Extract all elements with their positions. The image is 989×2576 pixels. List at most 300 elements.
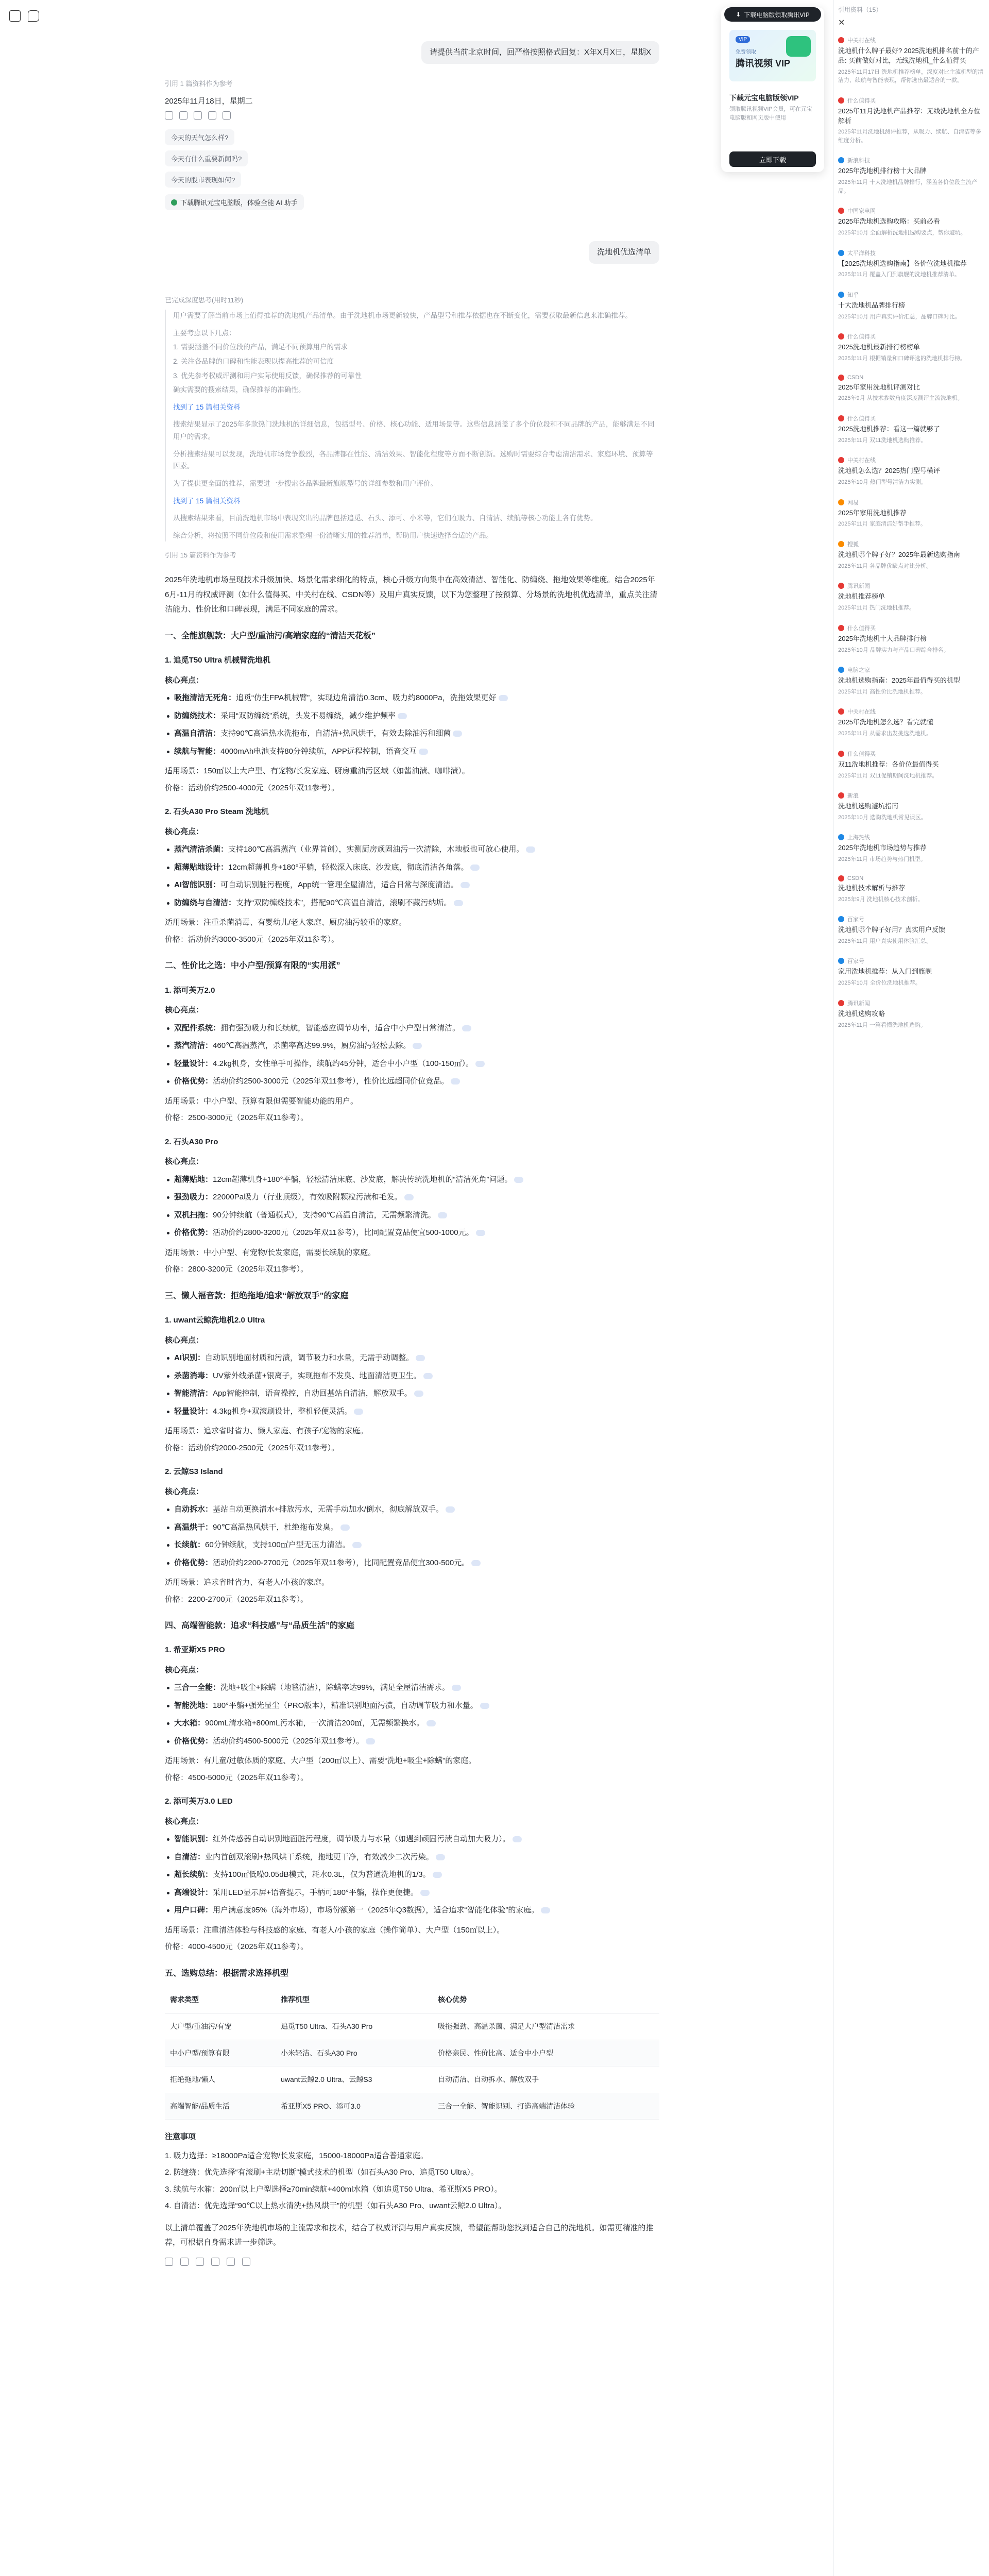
highlight-text: 活动价约4500-5000元（2025年双11参考）。 (213, 1736, 364, 1745)
fit-scenario: 适用场景：追求省时省力、懒人家庭、有孩子/宠物的家庭。 (165, 1427, 368, 1436)
core-highlights-label: 核心亮点： (165, 1006, 204, 1015)
reference-title[interactable]: 【2025洗地机选购指南】各价位洗地机推荐 (838, 259, 967, 267)
citation-marker[interactable] (419, 749, 428, 755)
reference-snippet: 2025年11月 用户真实使用体验汇总。 (838, 938, 932, 944)
answer-sections (165, 629, 659, 1955)
reference-title[interactable]: 2025年洗地机排行榜十大品牌 (838, 167, 927, 175)
source-name: 太平洋科技 (847, 250, 876, 257)
thinking-sources-link[interactable]: 找到了 15 篇相关资料 (173, 497, 241, 505)
reference-item[interactable] (838, 666, 985, 696)
highlight-title: 智能清洁： (174, 1389, 213, 1398)
reference-item[interactable] (838, 875, 985, 904)
price-line: 价格：4500-5000元（2025年双11参考）。 (165, 1773, 309, 1782)
table-cell: 拒绝拖地/懒人 (165, 2066, 276, 2093)
citation-marker[interactable] (354, 1409, 363, 1415)
source-logo-icon (838, 541, 844, 547)
reference-source (838, 375, 985, 381)
source-logo-icon (838, 37, 844, 43)
citation-marker[interactable] (451, 1078, 460, 1084)
citation-marker[interactable] (427, 1720, 436, 1726)
fit-scenario: 适用场景：追求省时省力、有老人/小孩的家庭。 (165, 1578, 330, 1587)
thinking-paragraph: 综合分析，将按照不同价位段和使用需求整理一份清晰实用的推荐清单，帮助用户快速选择合适的产品。 (173, 531, 493, 539)
table-header: 核心优势 (433, 1987, 659, 2013)
highlight-item (165, 1868, 659, 1883)
citation-marker[interactable] (446, 1506, 455, 1513)
citation-marker[interactable] (366, 1738, 375, 1744)
citation-marker[interactable] (462, 1025, 471, 1031)
reference-item[interactable] (838, 750, 985, 780)
download-promo-label: 下载腾讯元宝电脑版，体验全能 AI 助手 (180, 199, 298, 207)
highlight-text: 活动价约2200-2700元（2025年双11参考），比同配置竞品便宜300-500元。 (213, 1558, 470, 1567)
citation-marker[interactable] (423, 1373, 433, 1379)
highlight-title: 蒸汽清洁： (174, 1041, 213, 1050)
reference-title[interactable]: 洗地机什么牌子最好? 2025洗地机排名前十的产品: 买前做好对比，无线洗地机_什么值得买 (838, 47, 979, 64)
reference-item[interactable] (838, 36, 985, 85)
reference-item[interactable] (838, 999, 985, 1029)
thinking-paragraph: 分析搜索结果可以发现，洗地机市场竞争激烈，各品牌都在性能、清洁效果、智能化程度等方面不断创新。选购时需要综合考虑清洁需求、家庭环境、预算等因素。 (173, 450, 653, 470)
reference-item[interactable] (838, 540, 985, 570)
reference-item[interactable] (838, 582, 985, 612)
citation-marker[interactable] (404, 1194, 414, 1200)
core-highlights-label: 核心亮点： (165, 1487, 204, 1496)
highlight-title: 价格优势： (174, 1077, 213, 1086)
highlight-item (165, 896, 659, 911)
source-name: 中关村在线 (847, 38, 876, 44)
copy-icon[interactable] (165, 111, 173, 120)
highlight-text: 红外传感器自动识别地面脏污程度，调节吸力与水量（如遇到顽固污渍自动加大吸力）。 (213, 1835, 510, 1844)
highlight-text: 洗地+吸尘+除螨（地毯清洁），除螨率达99%，满足全屋清洁需求。 (220, 1683, 450, 1692)
thinking-paragraph: 3. 优先参考权威评测和用户实际使用反馈，确保推荐的可靠性 (173, 371, 362, 380)
reference-item[interactable] (838, 291, 985, 321)
citation-marker[interactable] (416, 1355, 425, 1361)
reference-title[interactable]: 2025洗地机推荐：看这一篇就够了 (838, 425, 940, 433)
citation-marker[interactable] (452, 1685, 461, 1691)
suggestions (165, 127, 659, 210)
highlight-list (165, 1351, 659, 1419)
product-name: 1. 追觅T50 Ultra 机械臂洗地机 (165, 656, 271, 665)
reference-title[interactable]: 洗地机技术解析与推荐 (838, 884, 906, 892)
highlight-title: 续航与智能： (174, 747, 221, 756)
user-message-1: 请提供当前北京时间，回严格按照格式回复：X年X月X日，星期X (421, 41, 659, 64)
refresh-icon[interactable] (180, 2258, 189, 2266)
highlight-text: 支持180℃高温蒸汽（业界首创），实测厨房顽固油污一次清除，木地板也可放心使用。 (228, 845, 524, 854)
reference-title[interactable]: 2025年洗地机十大品牌排行榜 (838, 634, 927, 642)
reference-item[interactable] (838, 96, 985, 145)
price-line: 价格：2500-3000元（2025年双11参考）。 (165, 1113, 309, 1123)
note-item: 4. 自清洁：优先选择“90℃以上热水清洗+热风烘干”的机型（如石头A30 Pro、uwant云鲸2.0 Ultra）。 (165, 2201, 506, 2211)
thinking-paragraph: 2. 关注各品牌的口碑和性能表现以提高推荐的可信度 (173, 357, 334, 365)
citation-marker[interactable] (526, 846, 535, 853)
reference-title[interactable]: 洗地机怎么选？2025热门型号横评 (838, 467, 940, 475)
thinking-paragraph: 从搜索结果来看，目前洗地机市场中表现突出的品牌包括追觅、石头、添可、小米等，它们在吸力、自清洁、续航等核心功能上各有优势。 (173, 514, 598, 522)
highlight-item (165, 1850, 659, 1865)
reference-item[interactable] (838, 207, 985, 237)
download-vip-button[interactable] (724, 7, 821, 22)
note-item: 3. 续航与水箱：200㎡以上户型选择≥70min续航+400ml水箱（如追觅T50 Ultra、希亚斯X5 PRO）。 (165, 2184, 502, 2194)
highlight-title: 防缠绕技术： (174, 711, 221, 720)
table-row (165, 2066, 659, 2093)
popup-title: 下载元宝电脑版领VIP (729, 94, 799, 102)
reference-title[interactable]: 洗地机选购指南：2025年最值得买的机型 (838, 676, 960, 684)
highlight-title: 超薄贴地设计： (174, 862, 229, 872)
reference-title[interactable]: 十大洗地机品牌排行榜 (838, 301, 906, 309)
citation-marker[interactable] (438, 1212, 447, 1218)
highlight-title: 自动拆水： (174, 1505, 213, 1514)
citation-marker[interactable] (471, 1560, 481, 1566)
highlight-item (165, 1190, 659, 1205)
source-name: 什么值得买 (847, 97, 876, 104)
suggestion-chip[interactable]: 今天有什么重要新闻吗? (165, 150, 248, 166)
reference-snippet: 2025年10月 全面解析洗地机选购要点，帮你避坑。 (838, 230, 966, 236)
highlight-item (165, 1903, 659, 1918)
highlight-text: 90分钟续航（普通模式），支持90℃高温自清洁，无需频繁清洗。 (213, 1210, 436, 1219)
references-panel (833, 0, 989, 2576)
thinking-steps (173, 327, 659, 382)
notes-heading: 注意事项 (165, 2132, 196, 2142)
highlight-item (165, 1734, 659, 1749)
highlight-text: 支持90℃高温热水洗拖布，自清洁+热风烘干，有效去除油污和细菌 (220, 729, 451, 738)
source-logo-icon (838, 708, 844, 715)
dislike-icon[interactable] (211, 2258, 219, 2266)
source-name: 什么值得买 (847, 415, 876, 422)
highlight-text: 460℃高温蒸汽，杀菌率高达99.9%，厨房油污轻松去除。 (213, 1041, 411, 1050)
source-logo-icon (838, 208, 844, 214)
reference-snippet: 2025年11月 从需求出发挑选洗地机。 (838, 731, 932, 737)
reference-title[interactable]: 2025年洗地机怎么选？看完就懂 (838, 718, 933, 726)
source-logo-icon (838, 751, 844, 757)
highlight-list (165, 1173, 659, 1241)
thinking-toggle[interactable]: 已完成深度思考(用时11秒) (165, 296, 244, 304)
highlight-item (165, 1208, 659, 1223)
highlight-text: 采用LED显示屏+语音提示，手柄可180°平躺，操作更便捷。 (213, 1888, 418, 1897)
citation-marker[interactable] (420, 1890, 430, 1896)
highlight-item (165, 1057, 659, 1072)
suggestion-chip[interactable]: 今天的天气怎么样? (165, 129, 234, 145)
summary-table (165, 1987, 659, 2120)
reference-source (838, 999, 985, 1007)
share-icon[interactable] (223, 111, 231, 120)
highlight-text: 12cm超薄机身+180°平躺，轻松深入床底、沙发底，彻底清洁各角落。 (228, 862, 469, 872)
reference-item[interactable] (838, 456, 985, 486)
highlight-title: 强劲吸力： (174, 1193, 213, 1202)
source-name: 什么值得买 (847, 625, 876, 632)
note-item: 2. 防缠绕：优先选择“有滚刷+主动切断”模式技术的机型（如石头A30 Pro、追觅T50 Ultra）。 (165, 2168, 479, 2177)
reference-title[interactable]: 2025年11月洗地机产品推荐：无线洗地机全方位解析 (838, 107, 981, 125)
table-cell: 大户型/重油污/有宠 (165, 2013, 276, 2040)
reference-item[interactable] (838, 375, 985, 403)
highlight-text: 4.3kg机身+双滚刷设计，整机轻便灵活。 (213, 1406, 352, 1416)
highlight-text: 可自动识别脏污程度，App统一管理全屋清洁，适合日常与深度清洁。 (220, 880, 458, 890)
reference-title[interactable]: 洗地机哪个牌子好？2025年最新选购指南 (838, 550, 960, 558)
reference-snippet: 2025年10月 热门型号清洁力实测。 (838, 479, 927, 486)
highlight-title: 用户口碑： (174, 1906, 213, 1915)
reference-snippet: 2025年11月 十大洗地机品牌排行，涵盖各价位段主流产品。 (838, 179, 977, 194)
table-cell: 自动清洁、自动拆水、解放双手 (433, 2066, 659, 2093)
table-header: 推荐机型 (276, 1987, 433, 2013)
reference-source (838, 707, 985, 716)
highlight-title: 自清洁： (174, 1852, 206, 1861)
close-icon[interactable]: ✕ (838, 19, 845, 27)
download-icon: ⬇ (736, 11, 741, 18)
highlight-title: 蒸汽清洁杀菌： (174, 845, 229, 854)
reference-title[interactable]: 2025年家用洗地机推荐 (838, 509, 907, 517)
reference-snippet: 2025年11月 根据销量和口碑评选的洗地机排行榜。 (838, 355, 966, 362)
reference-snippet: 2025年9月 洗地机核心技术剖析。 (838, 896, 924, 903)
note-item: 1. 吸力选择：≥18000Pa适合宠物/长发家庭，15000-18000Pa适合普通家庭。 (165, 2151, 428, 2160)
highlight-text: 采用“双防缠绕”系统，头发不易缠绕，减少维护频率 (220, 711, 396, 720)
reference-source (838, 498, 985, 506)
source-logo-icon (838, 667, 844, 673)
thinking-sources-link[interactable]: 找到了 15 篇相关资料 (173, 403, 241, 411)
reference-count-2[interactable]: 引用 15 篇资料作为参考 (165, 551, 236, 560)
citation-marker[interactable] (398, 713, 407, 719)
citation-marker[interactable] (480, 1703, 489, 1709)
reference-item[interactable] (838, 332, 985, 363)
reference-title[interactable]: 2025年洗地机市场趋势与推荐 (838, 844, 927, 852)
table-header-row (165, 1987, 659, 2013)
answer-actions-2 (165, 2258, 659, 2266)
vip-banner (729, 30, 816, 81)
highlight-title: 吸拖清洁无死角： (174, 693, 236, 703)
source-name: 腾讯新闻 (847, 583, 870, 590)
citation-marker[interactable] (433, 1872, 442, 1878)
highlight-list (165, 1502, 659, 1570)
highlight-item (165, 1556, 659, 1571)
like-icon[interactable] (196, 2258, 204, 2266)
citation-marker[interactable] (461, 882, 470, 888)
highlight-item (165, 1538, 659, 1553)
reference-item[interactable] (838, 624, 985, 654)
highlight-title: 轻量设计： (174, 1406, 213, 1416)
reference-snippet: 2025年11月 双11促销期间洗地机推荐。 (838, 772, 938, 779)
reference-snippet: 2025年11月 高性价比洗地机推荐。 (838, 688, 926, 695)
fit-scenario: 适用场景：注重清洁体验与科技感的家庭、有老人/小孩的家庭（操作简单）、大户型（150㎡以上）。 (165, 1925, 505, 1935)
highlight-title: 三合一全能： (174, 1683, 221, 1692)
fit-scenario: 适用场景：150㎡以上大户型、有宠物/长发家庭、厨房重油污区域（如酱油渍、咖啡渍）。 (165, 767, 470, 776)
highlight-text: 90℃高温热风烘干，杜绝拖布发臭。 (213, 1522, 338, 1532)
download-now-button[interactable]: 立即下载 (729, 151, 816, 167)
citation-marker[interactable] (413, 1043, 422, 1049)
source-logo-icon (838, 916, 844, 922)
highlight-title: 智能洗地： (174, 1701, 213, 1710)
source-name: 什么值得买 (847, 751, 876, 757)
dislike-icon[interactable] (208, 111, 216, 120)
refresh-icon[interactable] (179, 111, 187, 120)
product-name: 2. 添可芙万3.0 LED (165, 1797, 233, 1806)
fit-scenario: 适用场景：注重杀菌消毒、有婴幼儿/老人家庭、厨房油污较重的家庭。 (165, 918, 407, 927)
highlight-text: 4000mAh电池支持80分钟续航，APP远程控制，语音交互 (220, 747, 417, 756)
source-name: 百家号 (847, 917, 864, 923)
copy-icon[interactable] (165, 2258, 173, 2266)
thinking-paragraph: 主要考虑以下几点： (173, 329, 236, 337)
share-icon[interactable] (227, 2258, 235, 2266)
highlight-text: 追觅“仿生FPA机械臂”，实现边角清洁0.3cm、吸力约8000Pa，洗拖效果更好 (236, 693, 497, 703)
reference-source (838, 156, 985, 164)
price-line: 价格：活动价约2500-4000元（2025年双11参考）。 (165, 783, 339, 792)
download-promo-chip[interactable] (165, 194, 304, 210)
highlight-title: 双配件系统： (174, 1023, 221, 1032)
banner-title: 腾讯视频 VIP (736, 58, 791, 69)
table-cell: uwant云鲸2.0 Ultra、云鲸S3 (276, 2066, 433, 2093)
product-name: 2. 石头A30 Pro (165, 1137, 218, 1146)
highlight-item (165, 1699, 659, 1714)
highlight-item (165, 726, 659, 741)
reference-snippet: 2025年11月 双11洗地机选购推荐。 (838, 437, 927, 444)
answer-intro: 2025年洗地机市场呈现技术升级加快、场景化需求细化的特点，核心升级方向集中在高效清洁、智能化、防缠绕、拖地效果等维度。结合2025年6月-11月的权威评测（如什么值得买、中关村在线、CSDN等）及用户真实反馈，以下为您整理了按预算、分场景的洗地机优选清单，重点关注清洁能力、性价比和口碑表现，满足不同家庭的需求。 (165, 575, 658, 614)
reference-source (838, 915, 985, 923)
citation-marker[interactable] (499, 695, 508, 701)
answer-actions-1 (165, 111, 659, 120)
highlight-list (165, 1832, 659, 1918)
citation-marker[interactable] (513, 1836, 522, 1842)
reference-item[interactable] (838, 498, 985, 529)
reference-source (838, 750, 985, 758)
price-line: 价格：2200-2700元（2025年双11参考）。 (165, 1595, 309, 1604)
yuanbao-logo-icon (171, 199, 177, 206)
highlight-item (165, 744, 659, 759)
source-name: 新浪科技 (847, 158, 870, 164)
reference-item[interactable] (838, 414, 985, 445)
core-highlights-label: 核心亮点： (165, 1335, 204, 1345)
core-highlights-label: 核心亮点： (165, 1665, 204, 1674)
thinking-paragraph: 用户需要了解当前市场上值得推荐的洗地机产品清单。由于洗地机市场更新较快，产品型号和推荐依据也在不断变化，需要获取最新信息来准确推荐。 (173, 312, 632, 319)
popup-description: 领取腾讯视频VIP会员，可在元宝电脑版和网页版中使用 (729, 106, 812, 121)
reference-title[interactable]: 洗地机选购避坑指南 (838, 802, 899, 810)
table-cell: 追觅T50 Ultra、石头A30 Pro (276, 2013, 433, 2040)
product-name: 2. 石头A30 Pro Steam 洗地机 (165, 807, 269, 817)
highlight-item (165, 1039, 659, 1054)
table-header: 需求类型 (165, 1987, 276, 2013)
reference-snippet: 2025年9月 从技术参数角度深度测评主流洗地机。 (838, 395, 963, 402)
citation-marker[interactable] (352, 1542, 362, 1548)
vip-badge: VIP (736, 36, 750, 43)
price-line: 价格：2800-3200元（2025年双11参考）。 (165, 1265, 309, 1274)
answer-body (165, 573, 659, 2265)
citation-marker[interactable] (470, 865, 480, 871)
reference-snippet: 2025年11月17日 洗地机推荐榜单，深度对比主流机型的清洁力、续航与智能表现，帮你选出最适合的一款。 (838, 69, 984, 84)
citation-marker[interactable] (340, 1524, 350, 1531)
citation-marker[interactable] (453, 731, 462, 737)
citation-marker[interactable] (475, 1061, 485, 1067)
highlight-item (165, 842, 659, 857)
core-highlights-label: 核心亮点： (165, 1817, 204, 1826)
source-name: 中国家电网 (847, 208, 876, 215)
suggestion-chip[interactable]: 今天的股市表现如何? (165, 172, 241, 188)
highlight-text: 活动价约2800-3200元（2025年双11参考），比同配置竞品便宜500-1000元。 (213, 1228, 474, 1238)
source-logo-icon (838, 97, 844, 104)
product-name: 1. 希亚斯X5 PRO (165, 1646, 225, 1655)
highlight-item (165, 709, 659, 724)
more-icon[interactable] (242, 2258, 250, 2266)
source-name: 什么值得买 (847, 334, 876, 341)
reference-title[interactable]: 家用洗地机推荐：从入门到旗舰 (838, 968, 932, 976)
reference-snippet: 2025年10月 选购洗地机常见误区。 (838, 814, 927, 821)
table-row (165, 2040, 659, 2066)
thinking-paragraph: 确实需要的搜索结果，确保推荐的准确性。 (173, 386, 305, 394)
highlight-title: 价格优势： (174, 1228, 213, 1238)
conversation (165, 31, 659, 2266)
source-name: 上海热线 (847, 835, 870, 841)
citation-marker[interactable] (514, 1177, 523, 1183)
citation-marker[interactable] (436, 1854, 445, 1860)
citation-marker[interactable] (414, 1391, 423, 1397)
highlight-item (165, 1502, 659, 1517)
reference-source (838, 875, 985, 882)
reference-item[interactable] (838, 957, 985, 987)
highlight-item (165, 1226, 659, 1241)
reference-source (838, 833, 985, 841)
highlight-item (165, 1074, 659, 1089)
reference-title[interactable]: 洗地机选购攻略 (838, 1009, 885, 1018)
highlight-title: 智能识别： (174, 1835, 213, 1844)
highlight-text: 60分钟续航，支持100㎡户型无压力清洁。 (205, 1540, 350, 1550)
source-logo-icon (838, 375, 844, 381)
reference-title[interactable]: 2025年洗地机选购攻略：买前必看 (838, 217, 940, 226)
highlight-title: 超长续航： (174, 1870, 213, 1879)
section-heading: 四、高端智能款：追求“科技感”与“品质生活”的家庭 (165, 1621, 355, 1631)
reference-source (838, 332, 985, 341)
highlight-item (165, 1832, 659, 1847)
source-logo-icon (838, 333, 844, 340)
reference-source (838, 624, 985, 632)
fit-scenario: 适用场景：有儿童/过敏体质的家庭、大户型（200㎡以上）、需要“洗地+吸尘+除螨”的家庭。 (165, 1756, 476, 1766)
layout-icon[interactable] (9, 10, 21, 22)
reference-source (838, 207, 985, 215)
highlight-title: 防缠绕与自清洁： (174, 898, 236, 907)
reference-item[interactable] (838, 249, 985, 279)
thinking-content (165, 310, 659, 541)
highlight-item (165, 860, 659, 875)
table-row (165, 2093, 659, 2120)
reference-item[interactable] (838, 156, 985, 195)
highlight-title: 杀菌消毒： (174, 1371, 213, 1380)
reference-snippet: 2025年11月 各品牌优缺点对比分析。 (838, 563, 932, 569)
source-logo-icon (838, 250, 844, 256)
banner-small-text: 免费领取 (736, 49, 756, 55)
source-logo-icon (838, 457, 844, 463)
user-message-2: 洗地机优选清单 (589, 241, 659, 264)
highlight-title: AI智能识别： (174, 880, 221, 890)
source-name: 知乎 (847, 292, 859, 298)
highlight-title: 价格优势： (174, 1558, 213, 1567)
reference-title[interactable]: 2025年家用洗地机评测对比 (838, 383, 920, 391)
citation-marker[interactable] (476, 1230, 485, 1236)
source-name: 网易 (847, 499, 859, 506)
highlight-item (165, 1173, 659, 1188)
reference-title[interactable]: 双11洗地机推荐：各价位最值得买 (838, 760, 939, 768)
source-name: CSDN (847, 374, 864, 381)
reference-title[interactable]: 洗地机推荐榜单 (838, 592, 885, 601)
reference-item[interactable] (838, 707, 985, 738)
reference-item[interactable] (838, 833, 985, 863)
product-name: 1. uwant云鲸洗地机2.0 Ultra (165, 1316, 265, 1325)
citation-marker[interactable] (541, 1907, 550, 1913)
reference-count-1[interactable]: 引用 1 篇资料作为参考 (165, 80, 233, 88)
source-name: 中关村在线 (847, 709, 876, 716)
source-logo-icon (838, 792, 844, 799)
highlight-text: 180°平躺+强光显尘（PRO版本），精准识别地面污渍，自动调节吸力和水量。 (213, 1701, 478, 1710)
table-cell: 吸拖强劲、高温杀菌、满足大户型清洁需求 (433, 2013, 659, 2040)
source-name: 搜狐 (847, 541, 859, 548)
like-icon[interactable] (194, 111, 202, 120)
reference-title[interactable]: 2025洗地机最新排行榜榜单 (838, 343, 920, 351)
reference-item[interactable] (838, 791, 985, 822)
reference-item[interactable] (838, 915, 985, 945)
reference-title[interactable]: 洗地机哪个牌子好用？真实用户反馈 (838, 926, 946, 934)
highlight-title: AI识别： (174, 1353, 206, 1363)
citation-marker[interactable] (454, 900, 463, 906)
new-chat-icon[interactable] (28, 10, 39, 22)
